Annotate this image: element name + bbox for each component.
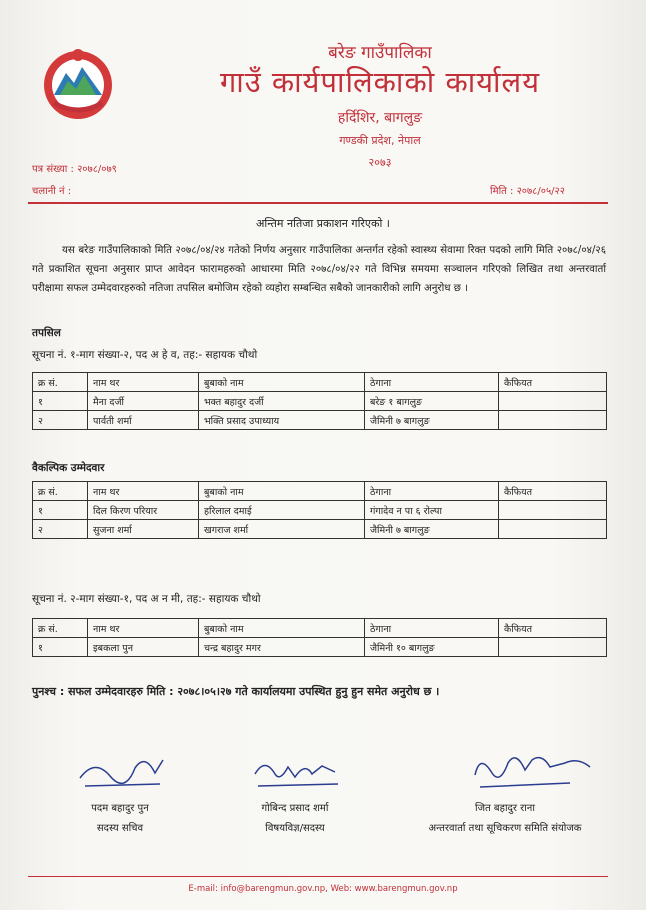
cell: पार्वती शर्मा [88,411,199,430]
table-row [33,392,607,411]
signature-block-3 [390,800,620,834]
postscript-note: पुनश्च : सफल उम्मेदवारहरु मिति : २०७८।०५।२७ गते कार्यालयमा उपस्थित हुनु हुन समेत अनुरोध छ । [32,685,440,698]
notice-1-heading: सूचना नं. १-माग संख्या-२, पद अ हे व, तह:- सहायक चौथो [32,349,258,361]
tapsil-label: तपसिल [32,327,61,339]
office-address: हर्दिशिर, बागलुङ [337,110,423,126]
notice-2-heading: सूचना नं. २-माग संख्या-१, पद अ न मी, तह:- सहायक चौथो [32,593,261,605]
signatory-role: सदस्य सचिव [96,823,144,834]
province-country: गण्डकी प्रदेश, नेपाल [339,134,421,147]
result-table-1 [32,372,607,430]
letter-date: मिति : २०७८/०५/२२ [490,186,565,197]
letter-number: पत्र संख्या : २०७८/०७९ [32,164,117,175]
col-address: ठेगाना [365,373,499,392]
cell [499,501,607,520]
municipality-name: बरेङ गाउँपालिका [328,43,432,63]
alternate-candidates-heading: वैकल्पिक उम्मेदवार [32,462,105,474]
cell: जैमिनी ७ बागलुङ [365,520,499,539]
cell: जैमिनी १० बागलुङ [365,638,499,657]
col-sn: क्र सं. [33,373,88,392]
result-table-2 [32,481,607,539]
col-father: बुबाको नाम [199,373,365,392]
cell [499,638,607,657]
col-sn: क्र सं. [33,619,88,638]
cell: गंगादेव न पा ६ रोल्पा [365,501,499,520]
signatory-role: विषयविज्ञ/सदस्य [265,823,325,834]
col-father: बुबाको नाम [199,482,365,501]
cell: खगराज शर्मा [199,520,365,539]
cell: १ [33,501,88,520]
cell [499,411,607,430]
col-remarks: कैफियत [499,619,607,638]
table-header-row [33,482,607,501]
footer-contact: E-mail: info@barengmun.gov.np, Web: www.barengmun.gov.np [188,884,458,894]
cell: इबकला पुन [88,638,199,657]
result-table-3 [32,618,607,657]
table-row [33,520,607,539]
header-divider [28,202,608,204]
col-address: ठेगाना [365,482,499,501]
signature-block-2 [220,800,370,834]
cell: बरेङ १ बागलुङ [365,392,499,411]
signatory-name: पदम बहादुर पुन [91,803,149,814]
nepal-emblem-icon [40,45,116,127]
notice-body: यस बरेङ गाउँपालिकाको मिति २०७८/०४/२४ गतेको निर्णय अनुसार गाउँपालिका अन्तर्गत रहेको स्वास्थ्य सेवामा रिक्त पदको लागि मिति २०७८/०४/२६ गते प्रकाशित सूचना अनुसार प्राप्त आवेदन फारामहरुको आधारमा मिति २०७८/०४/२२ गते विभिन्न समयमा सञ्चालन गरिएको लिखित तथा अन्तरवार्ता परीक्षामा सफल उम्मेदवारहरुको नतिजा तपसिल बमोजिम रहेको व्यहोरा सम्बन्धित सबैको जानकारीको लागि अनुरोध छ । [32,245,606,294]
footer-divider [28,876,608,877]
table-row [33,411,607,430]
signature-2-image [250,752,345,794]
table-row [33,638,607,657]
table-header-row [33,619,607,638]
cell: १ [33,638,88,657]
signature-block-1 [55,800,185,834]
cell: भक्ति प्रसाद उपाध्याय [199,411,365,430]
signatory-name: जित बहादुर राना [475,803,535,814]
col-name: नाम थर [88,373,199,392]
col-sn: क्र सं. [33,482,88,501]
cell: १ [33,392,88,411]
col-name: नाम थर [88,482,199,501]
col-remarks: कैफियत [499,373,607,392]
table-header-row [33,373,607,392]
cell: सुजना शर्मा [88,520,199,539]
signature-1-image [75,748,170,793]
cell: २ [33,411,88,430]
signature-3-image [470,745,600,795]
col-remarks: कैफियत [499,482,607,501]
cell: चन्द्र बहादुर मगर [199,638,365,657]
signatory-role: अन्तरवार्ता तथा सूचिकरण समिति संयोजक [428,823,582,834]
cell: हरिलाल दमाई [199,501,365,520]
cell: मैना दर्जी [88,392,199,411]
established-year: २०७३ [368,156,392,169]
notice-title: अन्तिम नतिजा प्रकाशन गरिएको । [256,217,390,230]
col-address: ठेगाना [365,619,499,638]
office-name: गाउँ कार्यपालिकाको कार्यालय [219,65,541,99]
signatory-name: गोबिन्द प्रसाद शर्मा [261,803,329,814]
cell: २ [33,520,88,539]
dispatch-number: चलानी नं : [32,186,72,197]
cell [499,520,607,539]
cell [499,392,607,411]
cell: भक्त बहादुर दर्जी [199,392,365,411]
col-name: नाम थर [88,619,199,638]
table-row [33,501,607,520]
cell: जैमिनी ७ बागलुङ [365,411,499,430]
cell: दिल किरण परियार [88,501,199,520]
col-father: बुबाको नाम [199,619,365,638]
